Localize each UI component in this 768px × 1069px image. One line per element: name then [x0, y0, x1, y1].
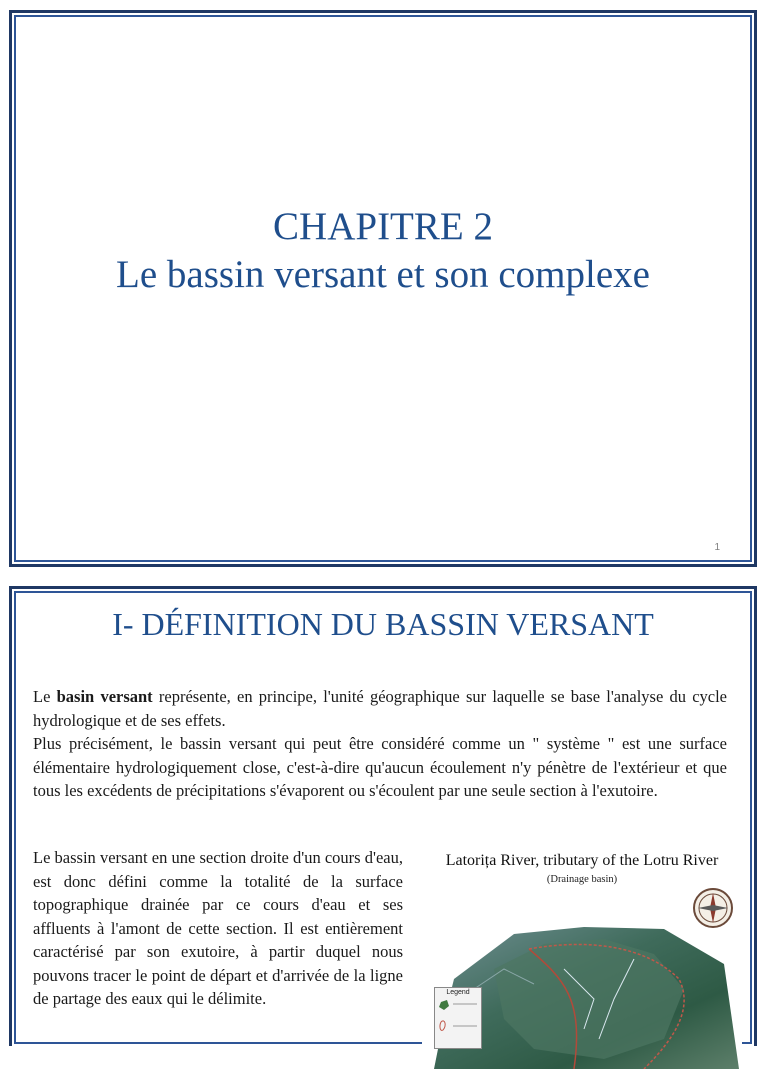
slide-title — [12, 203, 754, 299]
para-bold-term: basin versant — [56, 687, 153, 706]
map-legend — [434, 987, 482, 1049]
figure-subtitle: (Drainage basin) — [546, 874, 618, 885]
para-line2: Plus précisément, le bassin versant qui peut être considéré comme un " système " est une surface élémentaire hydrologiquement close, c'est-à-dire qu'aucun écoulement n'y pénètre de l'extérieur et que tous les excédents de précipitations s'évaporent ou s'écoulent par une seule section à l'exutoire. — [33, 734, 727, 800]
chapter-label: CHAPITRE 2 — [273, 205, 493, 248]
section-heading: I- DÉFINITION DU BASSIN VERSANT — [112, 606, 654, 642]
chapter-subtitle: Le bassin versant et son complexe — [116, 253, 650, 296]
compass-rose-icon — [692, 887, 734, 929]
slide-2 — [9, 586, 757, 1046]
slide-1 — [9, 10, 757, 567]
section-paragraph: Le bassin versant en une section droite d'un cours d'eau, est donc défini comme la totalité de la surface topographique drainée par ce cours d'eau et ses affluents à l'amont de cette section. Il est entièrement caractérisé par son exutoire, à partir duquel nous pouvons tracer le point de départ et d'arrivée de la ligne de partage des eaux qui le délimite. — [33, 848, 403, 1008]
para-rest: représente, en principe, l'unité géographique sur laquelle se base l'analyse du cycle hydrologique et de ses effets. — [33, 687, 728, 730]
para-lead: Le — [33, 687, 57, 706]
definition-paragraph — [33, 685, 727, 803]
legend-title: Legend — [446, 989, 470, 996]
figure-title: Latorița River, tributary of the Lotru River — [445, 852, 719, 869]
legend-symbols-icon — [435, 998, 481, 1048]
drainage-basin-figure — [422, 849, 742, 1049]
page-number: 1 — [714, 542, 720, 553]
